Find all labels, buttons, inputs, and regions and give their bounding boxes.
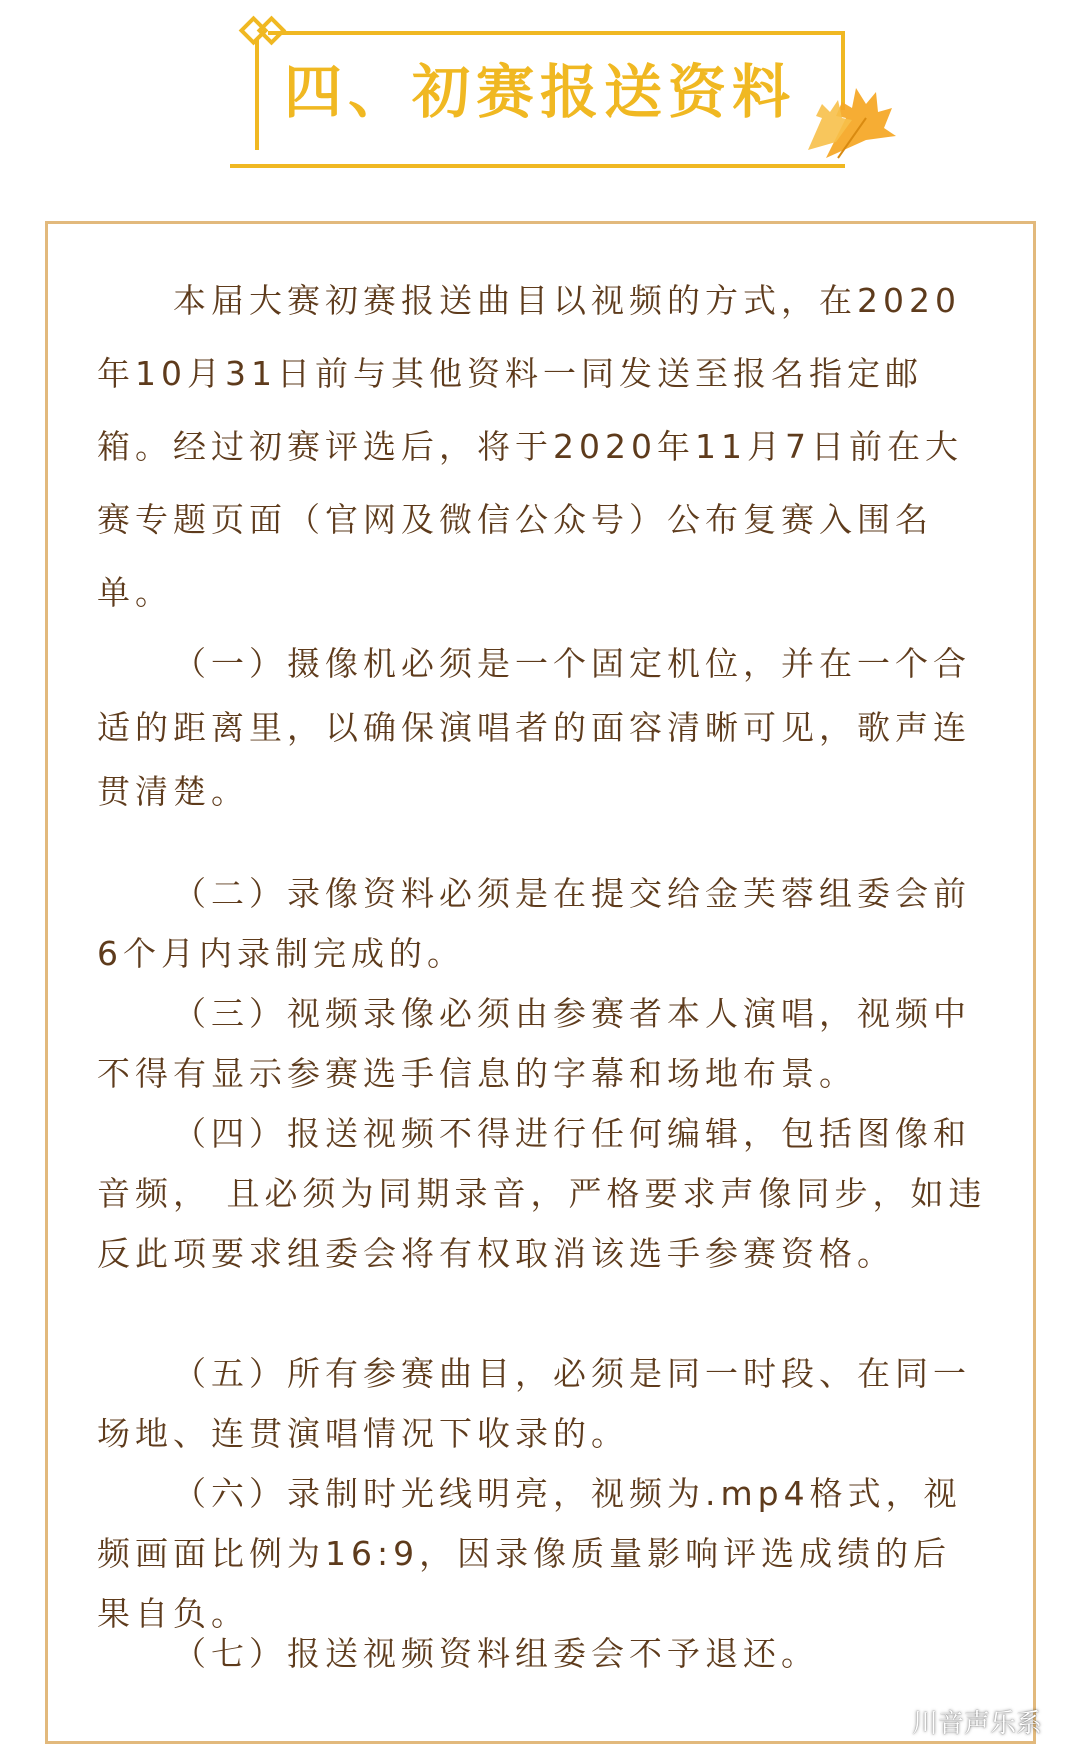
rule-text-4: （四）报送视频不得进行任何编辑，包括图像和音频， 且必须为同期录音，严格要求声像同步，如违反此项要求组委会将有权取消该选手参赛资格。 xyxy=(97,1114,987,1273)
rule-item-1 xyxy=(97,632,988,824)
content-box xyxy=(45,221,1036,1744)
account-watermark xyxy=(870,1703,1042,1740)
rule-text-6: （六）录制时光线明亮，视频为.mp4格式，视频画面比例为16:9，因录像质量影响评选成绩的后果自负。 xyxy=(97,1474,962,1633)
maple-leaf-icon xyxy=(808,88,896,158)
intro-paragraph xyxy=(97,264,988,629)
rule-text-2: （二）录像资料必须是在提交给金芙蓉组委会前6个月内录制完成的。 xyxy=(97,874,971,973)
intro-text: 本届大赛初赛报送曲目以视频的方式，在2020年10月31日前与其他资料一同发送至报名指定邮箱。经过初赛评选后，将于2020年11月7日前在大赛专题页面（官网及微信公众号）公布复赛入围名单。 xyxy=(97,281,963,612)
wechat-icon xyxy=(870,1707,906,1737)
rule-item-7 xyxy=(97,1624,988,1684)
rule-item-2 xyxy=(97,864,988,984)
diamond-ornament-icon xyxy=(241,18,283,42)
rule-text-1: （一）摄像机必须是一个固定机位，并在一个合适的距离里，以确保演唱者的面容清晰可见，歌声连贯清楚。 xyxy=(97,644,971,811)
section-title: 四、初赛报送资料 xyxy=(283,58,796,126)
rule-text-3: （三）视频录像必须由参赛者本人演唱，视频中不得有显示参赛选手信息的字幕和场地布景。 xyxy=(97,994,971,1093)
rule-item-3 xyxy=(97,984,988,1104)
rule-text-5: （五）所有参赛曲目，必须是同一时段、在同一场地、连贯演唱情况下收录的。 xyxy=(97,1354,971,1453)
section-header xyxy=(0,0,1080,190)
rule-text-7: （七）报送视频资料组委会不予退还。 xyxy=(173,1634,819,1673)
rule-item-4 xyxy=(97,1104,988,1284)
rule-item-5 xyxy=(97,1344,988,1464)
account-name: 川音声乐系 xyxy=(911,1709,1042,1739)
rule-item-6 xyxy=(97,1464,988,1644)
